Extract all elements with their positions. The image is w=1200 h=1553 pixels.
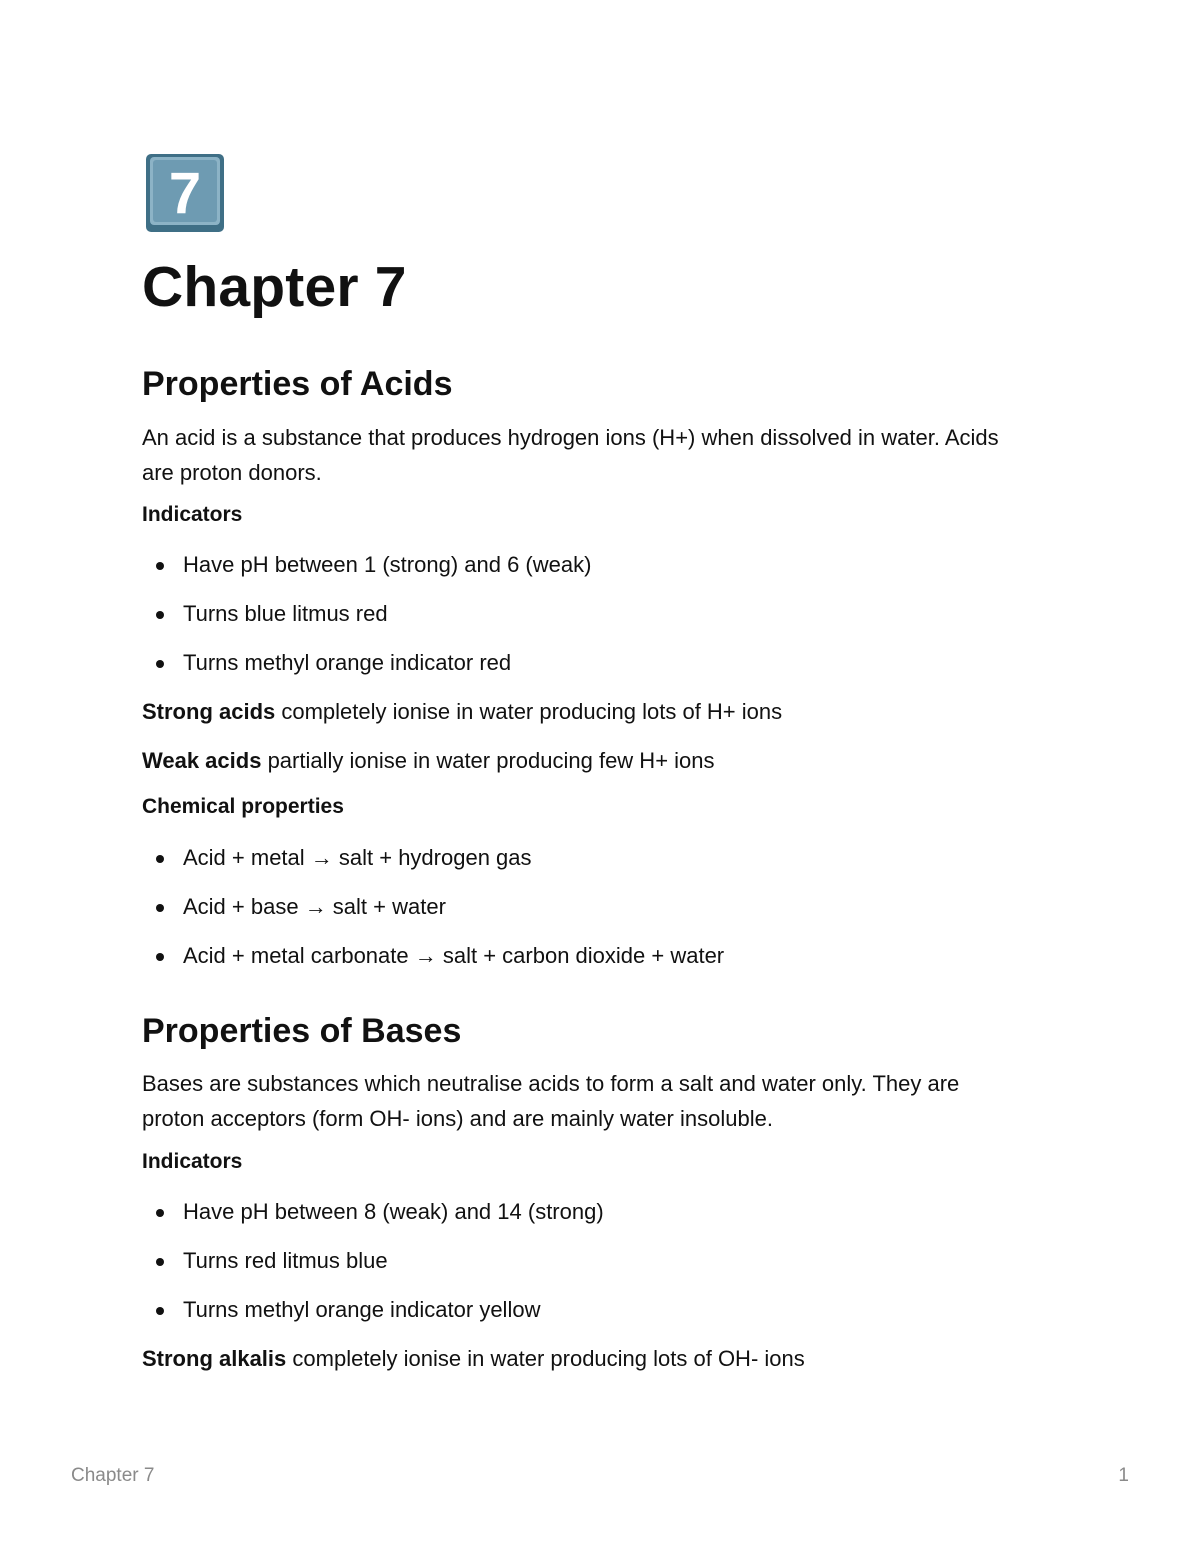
list-item: Turns methyl orange indicator yellow [142, 1295, 1072, 1344]
bullet-icon [156, 562, 164, 570]
acids-intro-line-1: An acid is a substance that produces hydrogen ions (H+) when dissolved in water. Acids [142, 425, 999, 450]
bullet-icon [156, 855, 164, 863]
bullet-icon [156, 611, 164, 619]
bullet-icon [156, 1209, 164, 1217]
weak-acids-term: Weak acids [142, 748, 262, 773]
strong-acids-line: Strong acids completely ionise in water producing lots of H+ ions [142, 699, 783, 724]
bases-indicators-list [142, 1197, 1072, 1344]
acids-intro-line-2: are proton donors. [142, 460, 322, 485]
strong-alkalis-term: Strong alkalis [142, 1346, 287, 1371]
list-item: Acid + metal carbonate → salt + carbon dioxide + water [142, 941, 1072, 990]
bullet-icon [156, 904, 164, 912]
list-item: Acid + base → salt + water [142, 892, 1072, 941]
page-title: Chapter 7 [142, 255, 407, 319]
list-item: Turns methyl orange indicator red [142, 648, 1072, 697]
bullet-icon [156, 1258, 164, 1266]
chemical-properties-heading: Chemical properties [142, 795, 344, 818]
bullet-icon [156, 660, 164, 668]
bases-heading: Properties of Bases [142, 1012, 462, 1050]
list-item: Have pH between 8 (weak) and 14 (strong) [142, 1197, 1072, 1246]
acids-indicators-list [142, 550, 1072, 697]
bases-indicators-heading: Indicators [142, 1150, 243, 1173]
strong-acids-term: Strong acids [142, 699, 276, 724]
bases-section [142, 1011, 1072, 1374]
list-item: Turns red litmus blue [142, 1246, 1072, 1295]
footer-chapter-label: Chapter 7 [71, 1465, 155, 1486]
chemical-properties-list [142, 843, 1072, 990]
bullet-icon [156, 1307, 164, 1315]
acids-indicators-heading: Indicators [142, 503, 243, 526]
acids-section [142, 364, 1072, 990]
acids-heading: Properties of Acids [142, 365, 453, 403]
bases-intro-line-1: Bases are substances which neutralise acids to form a salt and water only. They are [142, 1071, 960, 1096]
svg-text:7: 7 [168, 161, 202, 226]
bullet-icon [156, 953, 164, 961]
keycap-seven-icon [145, 153, 225, 233]
list-item: Have pH between 1 (strong) and 6 (weak) [142, 550, 1072, 599]
list-item: Turns blue litmus red [142, 599, 1072, 648]
list-item: Acid + metal → salt + hydrogen gas [142, 843, 1072, 892]
strong-alkalis-line: Strong alkalis completely ionise in water producing lots of OH- ions [142, 1346, 805, 1371]
footer-page-number: 1 [1118, 1465, 1129, 1486]
bases-intro-line-2: proton acceptors (form OH- ions) and are mainly water insoluble. [142, 1106, 773, 1131]
weak-acids-line: Weak acids partially ionise in water producing few H+ ions [142, 748, 715, 773]
